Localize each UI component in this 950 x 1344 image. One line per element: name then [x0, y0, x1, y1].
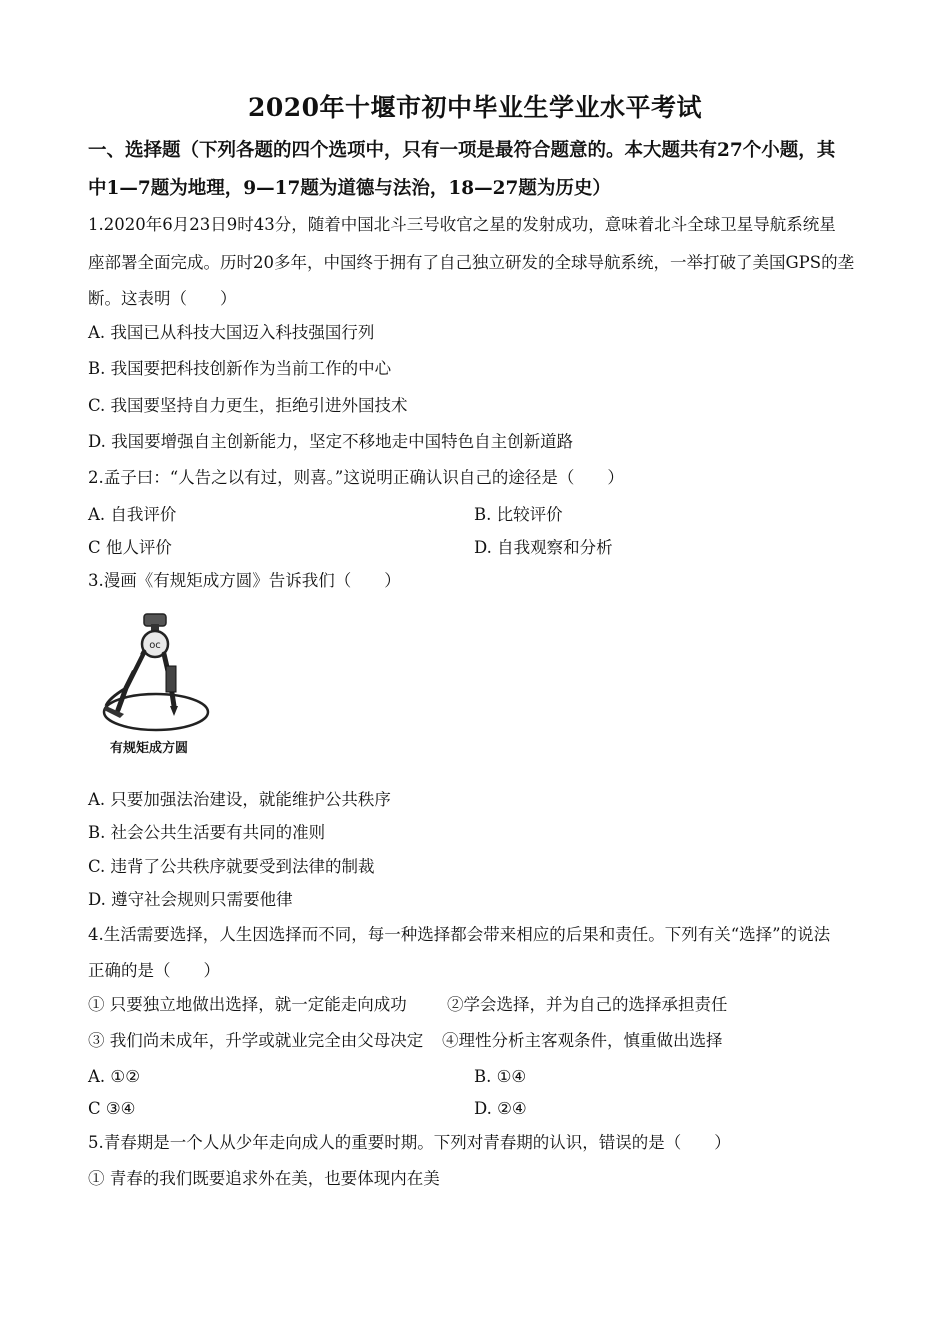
- q3-option-a: A. 只要加强法治建设，就能维护公共秩序: [88, 790, 391, 809]
- q1-stem-line-2: 座部署全面完成。历时20多年，中国终于拥有了自己独立研发的全球导航系统，一举打破了美国GPS的垄: [88, 253, 855, 272]
- q1-option-a: A. 我国已从科技大国迈入科技强国行列: [88, 323, 375, 342]
- q1-option-b: B. 我国要把科技创新作为当前工作的中心: [88, 359, 392, 378]
- figure-caption: 有规矩成方圆: [110, 741, 189, 756]
- q4-option-c: C ③④: [88, 1099, 136, 1118]
- q4-item-3: ③ 我们尚未成年，升学或就业完全由父母决定: [88, 1031, 424, 1050]
- q3-option-c: C. 违背了公共秩序就要受到法律的制裁: [88, 857, 375, 876]
- q2-option-c: C 他人评价: [88, 538, 172, 557]
- q3-option-d: D. 遵守社会规则只需要他律: [88, 890, 293, 909]
- q2-option-d: D. 自我观察和分析: [474, 538, 613, 557]
- q1-option-d: D. 我国要增强自主创新能力，坚定不移地走中国特色自主创新道路: [88, 432, 574, 451]
- q4-item-1: ① 只要独立地做出选择，就一定能走向成功: [88, 995, 407, 1014]
- q1-stem-line-3: 断。这表明（ ）: [88, 289, 237, 308]
- q2-option-a: A. 自我评价: [88, 505, 177, 524]
- q4-stem-line-1: 4.生活需要选择，人生因选择而不同，每一种选择都会带来相应的后果和责任。下列有关“选择”的说法: [88, 925, 831, 944]
- q3-stem: 3.漫画《有规矩成方圆》告诉我们（ ）: [88, 571, 401, 590]
- q4-stem-line-2: 正确的是（ ）: [88, 961, 220, 980]
- q4-item-2: ②学会选择，并为自己的选择承担责任: [447, 995, 728, 1014]
- q5-item-1: ① 青春的我们既要追求外在美，也要体现内在美: [88, 1169, 440, 1188]
- q4-option-a: A. ①②: [88, 1067, 140, 1086]
- q4-item-4: ④理性分析主客观条件，慎重做出选择: [442, 1031, 723, 1050]
- section-heading-line-2: 中1—7题为地理，9—17题为道德与法治，18—27题为历史）: [88, 178, 611, 199]
- q1-stem-line-1: 1.2020年6月23日9时43分，随着中国北斗三号收官之星的发射成功，意味着北斗全球卫星导航系统星: [88, 215, 836, 234]
- q2-stem: 2.孟子曰：“人告之以有过，则喜。”这说明正确认识自己的途径是（ ）: [88, 468, 624, 487]
- section-heading-line-1: 一、选择题（下列各题的四个选项中，只有一项是最符合题意的。本大题共有27个小题，其: [88, 140, 836, 161]
- q1-option-c: C. 我国要坚持自力更生，拒绝引进外国技术: [88, 396, 408, 415]
- q4-option-d: D. ②④: [474, 1099, 527, 1118]
- q4-option-b: B. ①④: [474, 1067, 527, 1086]
- page-title: 2020年十堰市初中毕业生学业水平考试: [247, 93, 703, 122]
- q2-option-b: B. 比较评价: [474, 505, 563, 524]
- q3-option-b: B. 社会公共生活要有共同的准则: [88, 823, 326, 842]
- q5-stem: 5.青春期是一个人从少年走向成人的重要时期。下列对青春期的认识，错误的是（ ）: [88, 1133, 731, 1152]
- svg-text:oc: oc: [149, 640, 161, 651]
